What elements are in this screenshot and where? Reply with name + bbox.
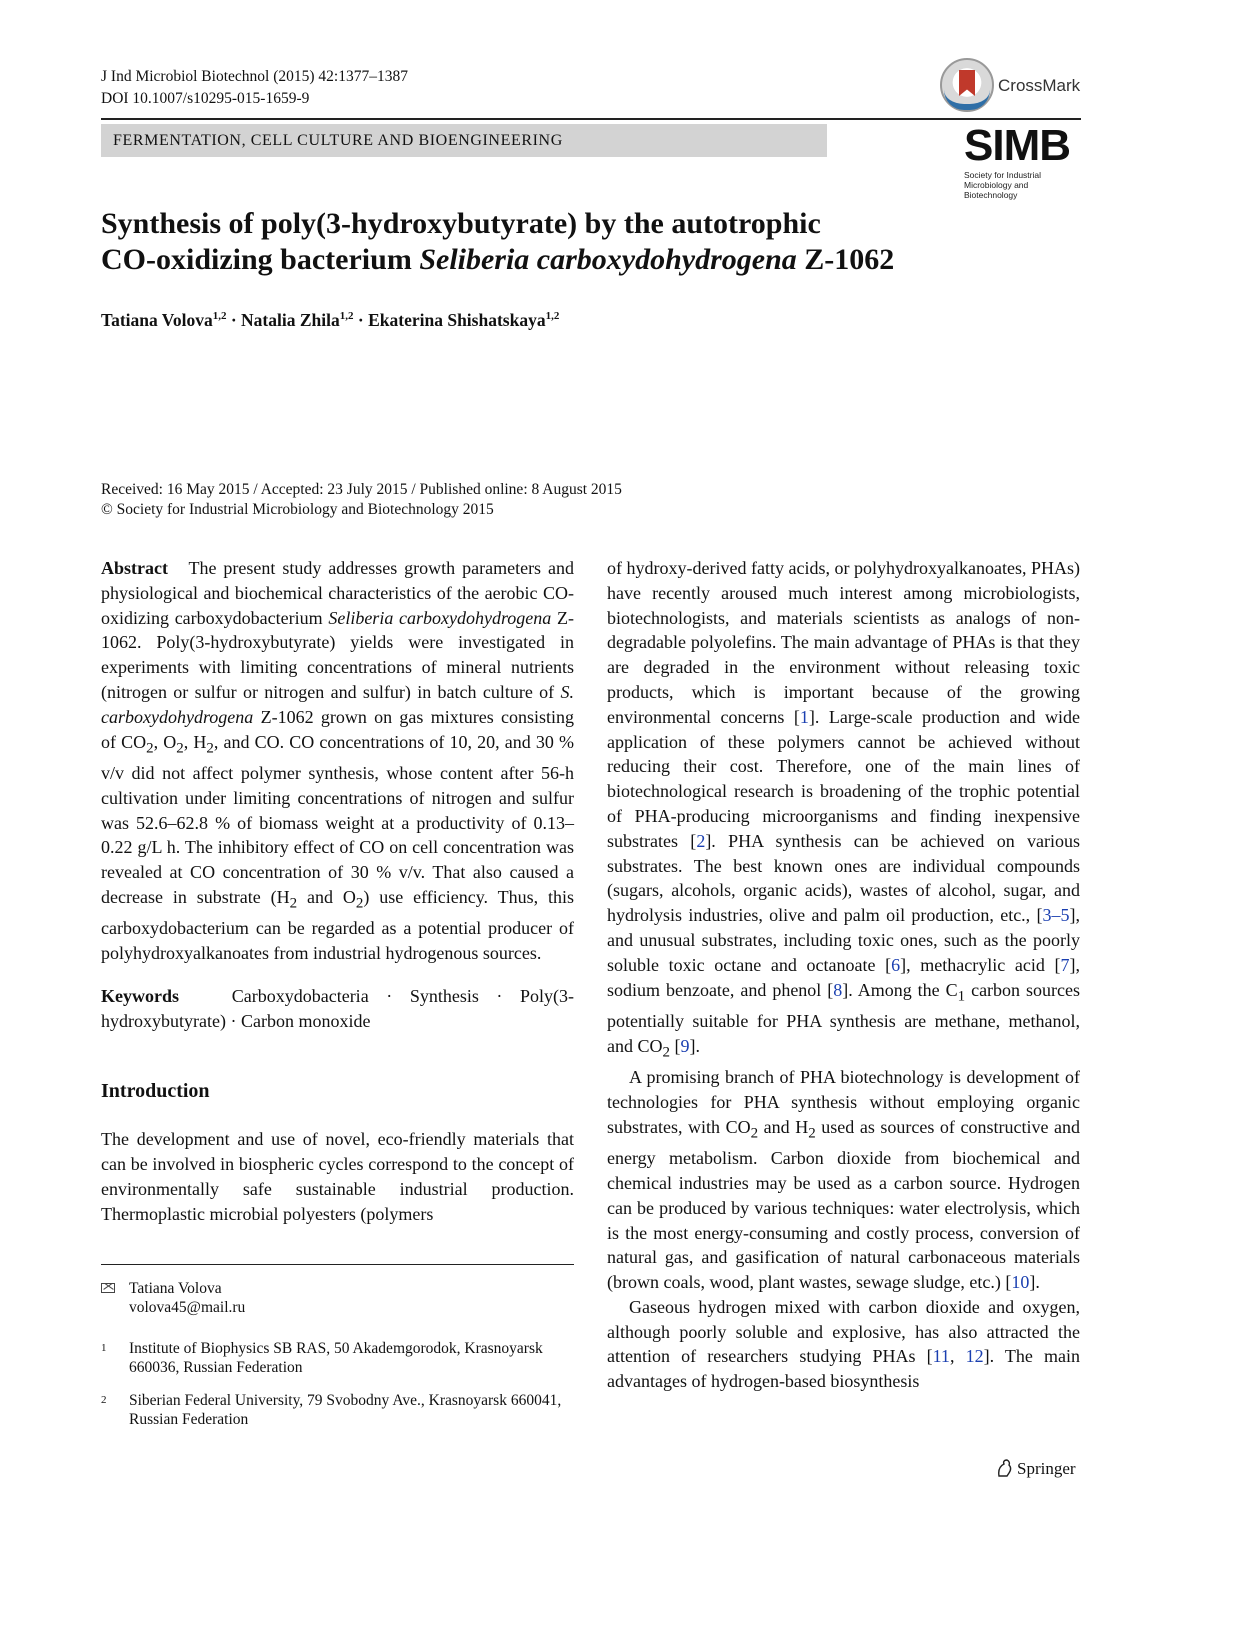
keywords [101, 984, 574, 1034]
header-rule [101, 118, 1081, 120]
section-banner: FERMENTATION, CELL CULTURE AND BIOENGINEERING [101, 124, 827, 157]
affiliation-1: 1 Institute of Biophysics SB RAS, 50 Akademgorodok, Krasnoyarsk 660036, Russian Federation [101, 1340, 543, 1376]
author-list: Tatiana Volova$^{1,2}$ · Natalia Zhila$^{1,2}$ · Ekaterina Shishatskaya$^{1,2}$ [101, 310, 560, 330]
body-paragraph-3: Gaseous hydrogen mixed with carbon dioxide and oxygen, although poorly soluble and explosive, has also attracted the attention of researchers studying PHAs [11, 12]. The main advantages of hydrogen-based biosynthesis [607, 1296, 1080, 1392]
keywords-label: Keywords [101, 985, 179, 1006]
citation-link[interactable]: 9 [680, 1035, 690, 1056]
left-column [101, 556, 574, 1227]
article-title [101, 206, 1001, 278]
simb-logo [964, 121, 1089, 200]
footnotes [101, 1264, 574, 1429]
crossmark-icon [940, 58, 994, 112]
author-name[interactable]: Natalia Zhila [241, 310, 340, 330]
introduction-paragraph: The development and use of novel, eco-friendly materials that can be involved in biospheric cycles correspond to the concept of environmentally safe sustainable industrial production. Thermoplastic microbial polyesters (polymers [101, 1129, 574, 1224]
corresponding-email[interactable]: volova45@mail.ru [129, 1299, 246, 1316]
journal-citation: J Ind Microbiol Biotechnol (2015) 42:1377–1387 [101, 68, 408, 85]
title-line-1: Synthesis of poly(3-hydroxybutyrate) by the autotrophic [101, 207, 821, 240]
citation-link[interactable]: 12 [965, 1346, 984, 1367]
doi: DOI 10.1007/s10295-015-1659-9 [101, 90, 310, 107]
corresponding-author [101, 1279, 574, 1317]
author-name[interactable]: Ekaterina Shishatskaya [368, 310, 546, 330]
crossmark-badge[interactable] [940, 58, 1085, 114]
citation-link[interactable]: 10 [1011, 1272, 1030, 1293]
simb-wordmark: SIMB [964, 121, 1070, 170]
introduction-heading: Introduction [101, 1079, 210, 1102]
abstract: Abstract The present study addresses growth parameters and physiological and biochemical characteristics of the aerobic CO-oxidizing carboxydobacterium Seliberia carboxydohydrogena Z-1062. Poly(3-hydroxybutyrate) yields were investigated in experiments with limiting concentrations of mineral nutrients (nitrogen or sulfur or nitrogen and sulfur) in batch culture of S. carboxydohydrogena Z-1062 grown on gas mixtures consisting of $CO_2$, $O_2$, $H_2$, and CO. CO concentrations of 10, 20, and 30 % v/v did not affect polymer synthesis, whose content after 56-h cultivation under limiting concentrations of nitrogen and sulfur was 52.6–62.8 % of biomass weight at a productivity of 0.13–0.22 g/L h. The inhibitory effect of CO on cell concentration was revealed at CO concentration of 30 % v/v. That also caused a decrease in substrate ($H_2$ and $O_2$) use efficiency. Thus, this carboxydobacterium can be regarded as a potential producer of polyhydroxyalkanoates from industrial hydrogenous sources. [101, 558, 575, 964]
simb-tagline: Society for Industrial Microbiology and Biotechnology [964, 170, 1042, 200]
citation-link[interactable]: 7 [1060, 954, 1070, 975]
citation-link[interactable]: 6 [891, 954, 901, 975]
citation-link[interactable]: 8 [833, 979, 843, 1000]
springer-horse-icon [995, 1458, 1013, 1478]
publication-dates [101, 480, 622, 520]
abstract-label: Abstract [101, 558, 168, 578]
journal-reference [101, 66, 408, 110]
citation-link[interactable]: 2 [696, 830, 706, 851]
body-paragraph-1: of hydroxy-derived fatty acids, or polyhydroxyalkanoates, PHAs) have recently aroused much interest among microbiologists, biotechnologists, and materials scientists as analogs of non-degradable polyolefins. The main advantage of PHAs is that they are degraded in the environment without releasing toxic products, which is important because of the growing environmental concerns [1]. Large-scale production and wide application of these polymers cannot be achieved without reducing their cost. Therefore, one of the main lines of biotechnological research is broadening of the trophic potential of PHA-producing microorganisms and finding inexpensive substrates [2]. PHA synthesis can be achieved on various substrates. The best known ones are individual compounds (sugars, alcohols, organic acids), wastes of alcohol, sugar, and hydrolysis industries, olive and palm oil production, etc., [3–5], and unusual substrates, including toxic ones, such as the poorly soluble toxic octane and octanoate [6], methacrylic acid [7], sodium benzoate, and phenol [8]. Among the $C_1$ carbon sources potentially suitable for PHA synthesis are methane, methanol, and $CO_2$ [9]. [607, 558, 1080, 1061]
corresponding-name: Tatiana Volova [129, 1280, 222, 1297]
keywords-text: Carboxydobacteria · Synthesis · Poly(3-hydroxybutyrate) · Carbon monoxide [101, 985, 574, 1031]
affiliation-2: 2 Siberian Federal University, 79 Svobodny Ave., Krasnoyarsk 660041, Russian Federation [101, 1392, 562, 1428]
received-accepted-line: Received: 16 May 2015 / Accepted: 23 July 2015 / Published online: 8 August 2015 [101, 481, 622, 498]
publisher-name: Springer [1017, 1459, 1076, 1478]
copyright-line: © Society for Industrial Microbiology and Biotechnology 2015 [101, 501, 494, 518]
citation-link[interactable]: 1 [799, 706, 809, 727]
citation-link[interactable]: 11 [932, 1346, 950, 1367]
publisher-logo [995, 1458, 1076, 1479]
right-column [607, 556, 1080, 1394]
envelope-icon [101, 1283, 115, 1293]
citation-link[interactable]: 3–5 [1042, 905, 1070, 926]
author-name[interactable]: Tatiana Volova [101, 310, 213, 330]
title-line-2: CO-oxidizing bacterium Seliberia carboxydohydrogena Z-1062 [101, 243, 895, 276]
crossmark-label: CrossMark [998, 76, 1081, 95]
body-paragraph-2: A promising branch of PHA biotechnology is development of technologies for PHA synthesis without employing organic substrates, with $CO_2$ and $H_2$ used as sources of constructive and energy metabolism. Carbon dioxide from biochemical and chemical industries may be used as a carbon source. Hydrogen can be produced by various techniques: water electrolysis, which is the most energy-consuming and costly process, conversion of natural gas, and gasification of natural carbonaceous materials (brown coals, wood, plant wastes, sewage sludge, etc.) [10]. [607, 1067, 1080, 1293]
